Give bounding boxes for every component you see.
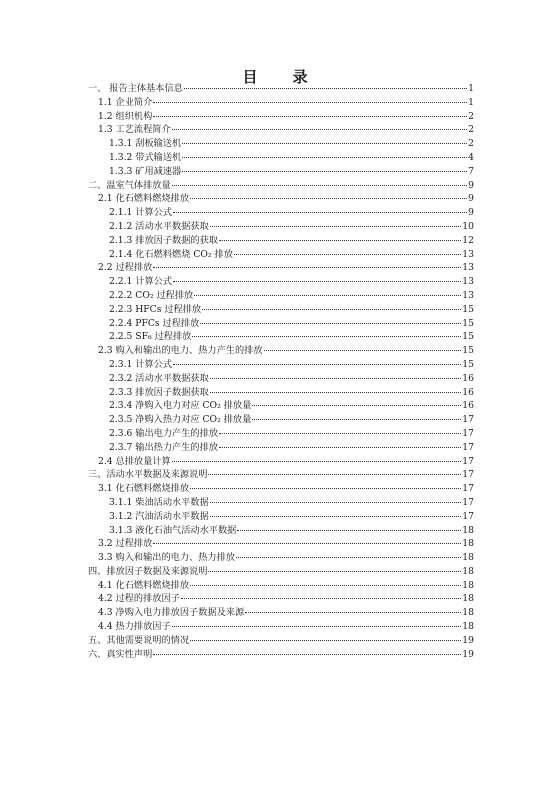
dot-leader bbox=[153, 116, 467, 117]
dot-leader bbox=[182, 157, 467, 158]
toc-entry[interactable] bbox=[80, 455, 474, 469]
dot-leader bbox=[264, 350, 462, 351]
toc-entry-page-number: 12 bbox=[462, 234, 474, 246]
toc-entry-page-number: 17 bbox=[462, 483, 474, 495]
toc-entry[interactable] bbox=[80, 96, 474, 110]
dot-leader bbox=[181, 598, 461, 599]
dot-leader bbox=[219, 240, 461, 241]
dot-leader bbox=[234, 254, 461, 255]
toc-entry[interactable] bbox=[80, 110, 474, 124]
toc-entry-label: 1.3 工艺流程简介 bbox=[98, 124, 171, 136]
toc-entry[interactable] bbox=[80, 358, 474, 372]
table-of-contents bbox=[80, 82, 474, 661]
toc-entry-page-number: 17 bbox=[462, 469, 474, 481]
toc-entry[interactable] bbox=[80, 386, 474, 400]
toc-entry-label: 1.3.2 带式输送机 bbox=[109, 151, 182, 163]
dot-leader bbox=[153, 267, 461, 268]
toc-entry-page-number: 10 bbox=[462, 220, 474, 232]
dot-leader bbox=[236, 557, 461, 558]
toc-entry-page-number: 17 bbox=[462, 496, 474, 508]
toc-entry[interactable] bbox=[80, 634, 474, 648]
toc-entry-label: 2.2.2 CO₂ 过程排放 bbox=[109, 289, 194, 301]
toc-entry[interactable] bbox=[80, 413, 474, 427]
toc-entry-page-number: 15 bbox=[462, 331, 474, 343]
toc-entry[interactable] bbox=[80, 565, 474, 579]
toc-entry-label: 2.3.3 排放因子数据获取 bbox=[109, 386, 209, 398]
toc-entry-page-number: 17 bbox=[462, 441, 474, 453]
toc-entry-page-number: 17 bbox=[462, 414, 474, 426]
toc-entry[interactable] bbox=[80, 192, 474, 206]
toc-entry[interactable] bbox=[80, 482, 474, 496]
toc-entry-page-number: 1 bbox=[468, 96, 474, 108]
toc-entry-page-number: 2 bbox=[468, 124, 474, 136]
toc-entry[interactable] bbox=[80, 303, 474, 317]
toc-entry-page-number: 13 bbox=[462, 289, 474, 301]
toc-entry-label: 2.1.3 排放因子数据的获取 bbox=[109, 234, 218, 246]
toc-entry-page-number: 16 bbox=[462, 400, 474, 412]
dot-leader bbox=[208, 474, 461, 475]
toc-entry-page-number: 9 bbox=[468, 179, 474, 191]
toc-entry-label: 2.3.7 输出热力产生的排放 bbox=[109, 441, 218, 453]
dot-leader bbox=[210, 516, 461, 517]
toc-entry-page-number: 18 bbox=[462, 552, 474, 564]
toc-entry-label: 2.3.4 净购入电力对应 CO₂ 排放量 bbox=[109, 400, 252, 412]
toc-entry[interactable] bbox=[80, 151, 474, 165]
toc-entry[interactable] bbox=[80, 592, 474, 606]
toc-entry-label: 一、 报告主体基本信息 bbox=[88, 83, 183, 94]
toc-entry-label: 4.1 化石燃料燃烧排放 bbox=[98, 579, 190, 591]
toc-entry-label: 4.4 热力排放因子 bbox=[98, 621, 171, 633]
toc-entry-page-number: 15 bbox=[462, 345, 474, 357]
toc-entry-label: 二、温室气体排放量 bbox=[88, 179, 171, 191]
toc-entry-page-number: 19 bbox=[462, 648, 474, 660]
dot-leader bbox=[190, 488, 461, 489]
toc-entry-label: 2.2.5 SF₆ 过程排放 bbox=[109, 331, 192, 343]
toc-entry-page-number: 13 bbox=[462, 262, 474, 274]
dot-leader bbox=[208, 571, 461, 572]
dot-leader bbox=[252, 419, 461, 420]
dot-leader bbox=[194, 295, 461, 296]
toc-entry-label: 2.4 总排放量计算 bbox=[98, 455, 171, 467]
toc-entry[interactable] bbox=[80, 537, 474, 551]
toc-entry-page-number: 9 bbox=[468, 193, 474, 205]
toc-entry[interactable] bbox=[80, 606, 474, 620]
toc-entry-page-number: 18 bbox=[462, 621, 474, 633]
toc-entry[interactable] bbox=[80, 344, 474, 358]
dot-leader bbox=[173, 212, 467, 213]
toc-entry-page-number: 2 bbox=[468, 110, 474, 122]
toc-entry-label: 五、其他需要说明的情况 bbox=[88, 634, 190, 646]
toc-entry-page-number: 17 bbox=[462, 427, 474, 439]
toc-entry-page-number: 9 bbox=[468, 207, 474, 219]
toc-entry[interactable] bbox=[80, 123, 474, 137]
dot-leader bbox=[173, 364, 461, 365]
page-title: 目 录 bbox=[242, 68, 318, 86]
toc-entry-label: 1.2 组织机构 bbox=[98, 110, 153, 122]
toc-entry[interactable] bbox=[80, 579, 474, 593]
toc-entry[interactable] bbox=[80, 220, 474, 234]
dot-leader bbox=[202, 309, 461, 310]
dot-leader bbox=[245, 612, 461, 613]
toc-entry[interactable] bbox=[80, 248, 474, 262]
toc-entry-page-number: 17 bbox=[462, 455, 474, 467]
toc-entry[interactable] bbox=[80, 179, 474, 193]
toc-entry[interactable] bbox=[80, 137, 474, 151]
dot-leader bbox=[173, 281, 461, 282]
dot-leader bbox=[182, 143, 467, 144]
dot-leader bbox=[190, 198, 467, 199]
dot-leader bbox=[252, 405, 461, 406]
dot-leader bbox=[172, 626, 462, 627]
toc-entry[interactable] bbox=[80, 510, 474, 524]
toc-entry[interactable] bbox=[80, 399, 474, 413]
toc-entry-label: 2.3.6 输出电力产生的排放 bbox=[109, 427, 218, 439]
dot-leader bbox=[192, 336, 461, 337]
toc-entry-label: 2.3.5 净购入热力对应 CO₂ 排放量 bbox=[109, 414, 252, 426]
toc-entry-page-number: 19 bbox=[462, 634, 474, 646]
toc-entry-page-number: 18 bbox=[462, 593, 474, 605]
toc-entry-page-number: 18 bbox=[462, 524, 474, 536]
toc-entry-page-number: 16 bbox=[462, 372, 474, 384]
dot-leader bbox=[200, 323, 461, 324]
toc-entry[interactable] bbox=[80, 372, 474, 386]
toc-entry-label: 1.3.3 矿用减速器 bbox=[109, 165, 182, 177]
toc-entry[interactable] bbox=[80, 441, 474, 455]
toc-entry-label: 2.1.2 活动水平数据获取 bbox=[109, 220, 209, 232]
toc-entry-label: 2.2 过程排放 bbox=[98, 262, 153, 274]
toc-entry[interactable] bbox=[80, 427, 474, 441]
dot-leader bbox=[210, 226, 461, 227]
toc-entry-label: 3.2 过程排放 bbox=[98, 538, 153, 550]
toc-entry[interactable] bbox=[80, 317, 474, 331]
toc-entry-label: 1.1 企业简介 bbox=[98, 96, 153, 108]
toc-entry-label: 2.3 购入和输出的电力、热力产生的排放 bbox=[98, 345, 263, 357]
toc-entry-page-number: 15 bbox=[462, 358, 474, 370]
toc-entry-label: 2.2.4 PFCs 过程排放 bbox=[109, 317, 200, 329]
toc-entry-label: 2.3.1 计算公式 bbox=[109, 358, 173, 370]
toc-entry[interactable] bbox=[80, 289, 474, 303]
toc-entry-page-number: 13 bbox=[462, 276, 474, 288]
dot-leader bbox=[153, 102, 467, 103]
toc-entry[interactable] bbox=[80, 82, 474, 96]
dot-leader bbox=[182, 171, 467, 172]
toc-entry[interactable] bbox=[80, 330, 474, 344]
toc-entry[interactable] bbox=[80, 524, 474, 538]
dot-leader bbox=[210, 378, 461, 379]
dot-leader bbox=[210, 502, 461, 503]
toc-entry[interactable] bbox=[80, 261, 474, 275]
toc-entry[interactable] bbox=[80, 620, 474, 634]
toc-entry[interactable] bbox=[80, 234, 474, 248]
toc-entry-page-number: 13 bbox=[462, 248, 474, 260]
toc-entry-label: 3.1.1 柴油活动水平数据 bbox=[109, 496, 209, 508]
toc-entry[interactable] bbox=[80, 468, 474, 482]
toc-entry-label: 3.1 化石燃料燃烧排放 bbox=[98, 483, 190, 495]
toc-entry-label: 四、排放因子数据及来源说明 bbox=[88, 565, 208, 577]
toc-entry-page-number: 18 bbox=[462, 607, 474, 619]
toc-entry[interactable] bbox=[80, 648, 474, 662]
toc-entry[interactable] bbox=[80, 165, 474, 179]
dot-leader bbox=[190, 585, 461, 586]
toc-entry-page-number: 1 bbox=[468, 83, 474, 94]
toc-entry-label: 1.3.1 刮板输送机 bbox=[109, 138, 182, 150]
toc-entry-label: 3.3 购入和输出的电力、热力排放 bbox=[98, 552, 235, 564]
toc-entry-page-number: 18 bbox=[462, 565, 474, 577]
toc-entry-page-number: 18 bbox=[462, 579, 474, 591]
toc-entry-label: 3.1.3 液化石油气活动水平数据 bbox=[109, 524, 237, 536]
toc-entry[interactable] bbox=[80, 275, 474, 289]
toc-entry-label: 三、活动水平数据及来源说明 bbox=[88, 469, 208, 481]
toc-entry-page-number: 18 bbox=[462, 538, 474, 550]
toc-entry-page-number: 15 bbox=[462, 303, 474, 315]
dot-leader bbox=[219, 433, 461, 434]
toc-entry-page-number: 2 bbox=[468, 138, 474, 150]
toc-entry-page-number: 7 bbox=[468, 165, 474, 177]
toc-entry-label: 2.2.1 计算公式 bbox=[109, 276, 173, 288]
dot-leader bbox=[153, 543, 461, 544]
dot-leader bbox=[172, 185, 467, 186]
toc-entry[interactable] bbox=[80, 496, 474, 510]
dot-leader bbox=[153, 654, 461, 655]
toc-entry-label: 4.3 净购入电力排放因子数据及来源 bbox=[98, 607, 245, 619]
dot-leader bbox=[190, 640, 461, 641]
dot-leader bbox=[172, 129, 467, 130]
toc-entry-label: 4.2 过程的排放因子 bbox=[98, 593, 180, 605]
toc-entry[interactable] bbox=[80, 551, 474, 565]
dot-leader bbox=[184, 88, 467, 89]
toc-entry-label: 3.1.2 汽油活动水平数据 bbox=[109, 510, 209, 522]
dot-leader bbox=[219, 447, 461, 448]
toc-entry-page-number: 15 bbox=[462, 317, 474, 329]
toc-entry-label: 2.3.2 活动水平数据获取 bbox=[109, 372, 209, 384]
toc-entry-label: 六、真实性声明 bbox=[88, 648, 153, 660]
toc-entry-page-number: 16 bbox=[462, 386, 474, 398]
toc-entry-label: 2.1.4 化石燃料燃烧 CO₂ 排放 bbox=[109, 248, 233, 260]
toc-entry-page-number: 4 bbox=[468, 151, 474, 163]
dot-leader bbox=[237, 530, 461, 531]
toc-entry-label: 2.1.1 计算公式 bbox=[109, 207, 173, 219]
toc-entry-label: 2.1 化石燃料燃烧排放 bbox=[98, 193, 190, 205]
toc-entry[interactable] bbox=[80, 206, 474, 220]
toc-entry-label: 2.2.3 HFCs 过程排放 bbox=[109, 303, 202, 315]
dot-leader bbox=[172, 461, 462, 462]
dot-leader bbox=[210, 392, 461, 393]
toc-entry-page-number: 17 bbox=[462, 510, 474, 522]
